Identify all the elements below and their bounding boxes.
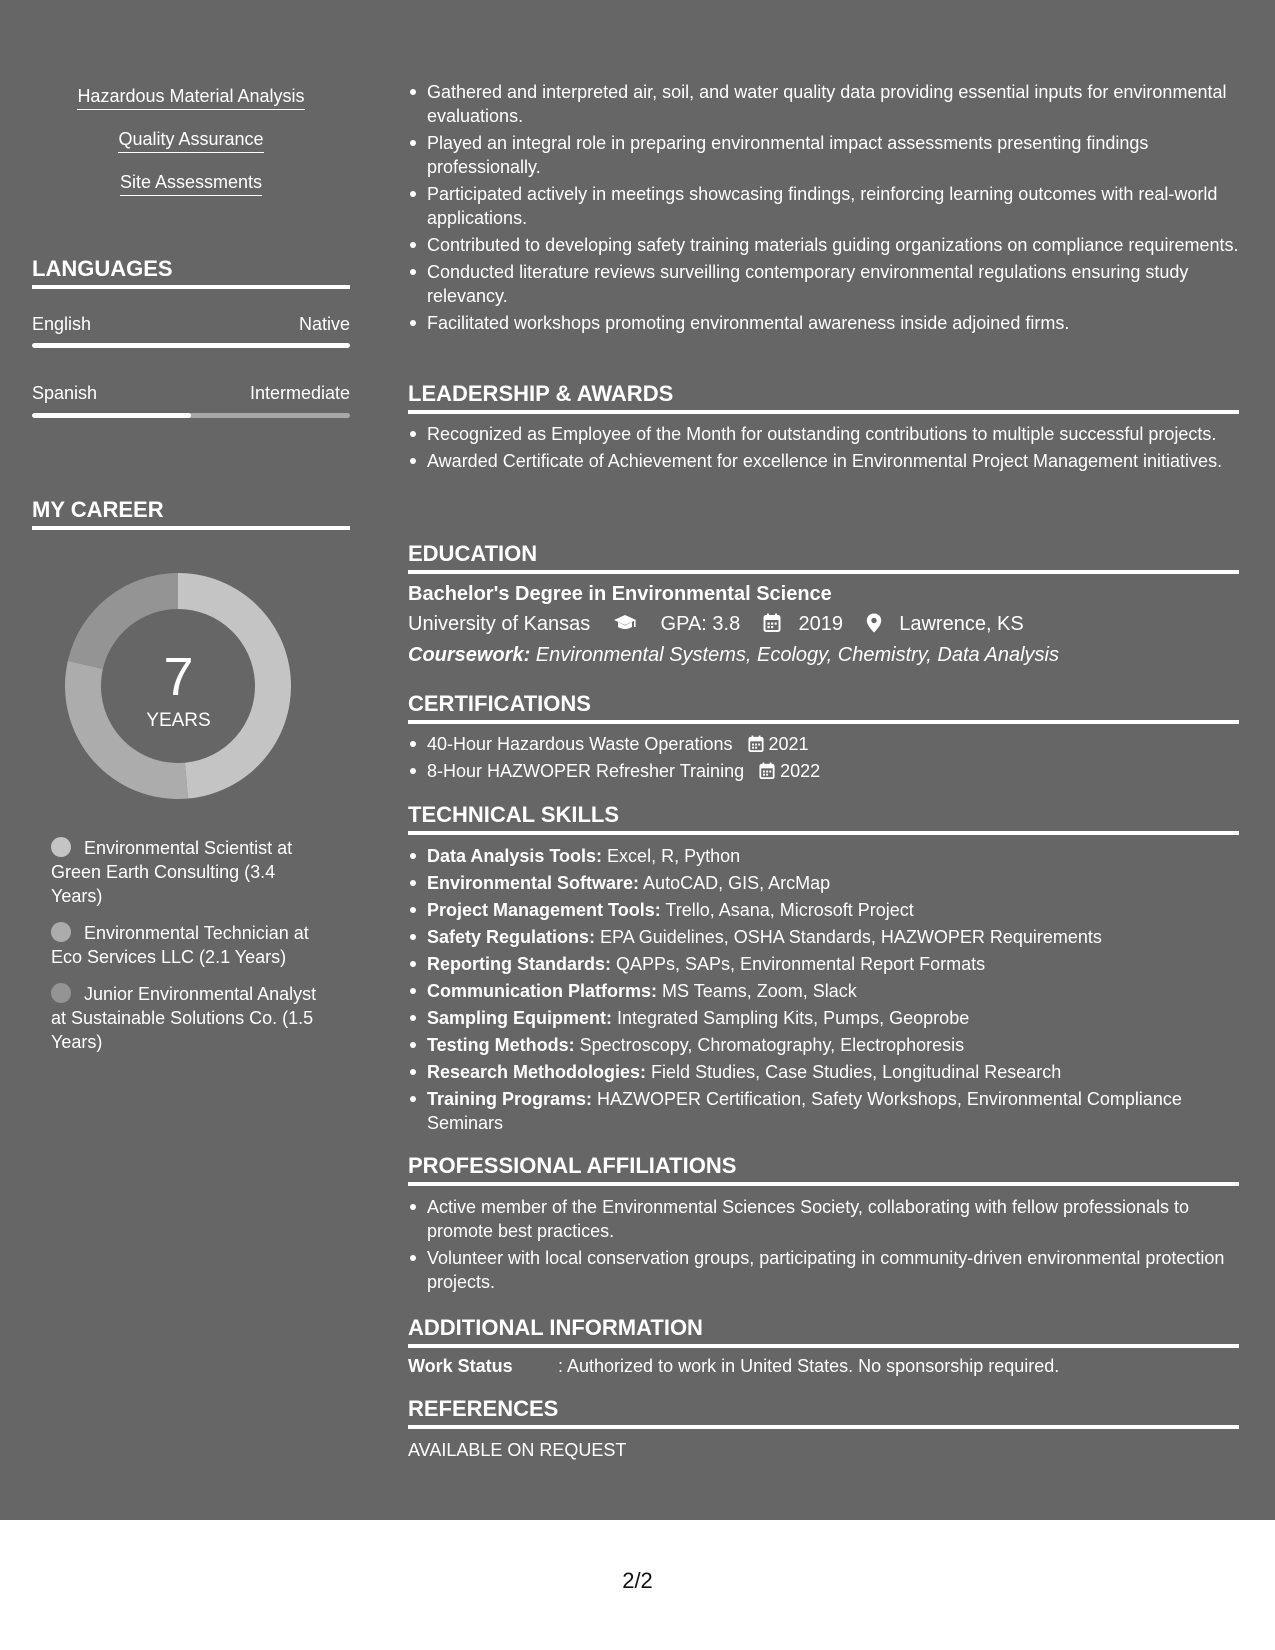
certification-item [427,732,1258,756]
certification-year: 2022 [780,761,821,781]
technical-skill-label: Research Methodologies: [427,1062,647,1082]
skill-list [32,84,350,213]
technical-skill-item [427,844,1258,868]
technical-skill-label: Sampling Equipment: [427,1008,613,1028]
certification-item [427,759,1258,783]
education-school: University of Kansas [408,613,591,635]
affiliation-item: Volunteer with local conservation groups, participating in community-driven environmental protection projects. [427,1246,1258,1294]
technical-skills-heading: TECHNICAL SKILLS [408,802,1239,835]
education-year: 2019 [798,613,843,635]
experience-bullet: Contributed to developing safety training materials guiding organizations on compliance requirements. [427,233,1258,257]
skill-item: Site Assessments [120,170,262,196]
education-details [408,613,1024,636]
technical-skill-value: Excel, R, Python [602,846,741,866]
career-dot-icon [51,837,71,857]
technical-skill-item [427,1006,1258,1030]
career-item-text: Junior Environmental Analyst at Sustainable Solutions Co. (1.5 Years) [51,984,317,1052]
career-item [51,921,331,969]
affiliations-list [408,1195,1258,1297]
technical-skill-value: QAPPs, SAPs, Environmental Report Formats [611,954,986,974]
technical-skill-item [427,871,1258,895]
coursework-label: Coursework: [408,644,531,666]
work-status-label: Work Status [408,1356,513,1376]
education-degree: Bachelor's Degree in Environmental Science [408,583,832,605]
technical-skill-label: Training Programs: [427,1089,593,1109]
technical-skill-item [427,1060,1258,1084]
language-bar-fill [32,413,191,418]
calendar-icon [759,762,775,780]
experience-bullet: Played an integral role in preparing environmental impact assessments presenting findings professionally. [427,131,1258,179]
page-number: 2/2 [622,1568,653,1593]
technical-skill-label: Data Analysis Tools: [427,846,603,866]
language-bar [32,413,350,418]
technical-skill-value: HAZWOPER Certification, Safety Workshops, Environmental Compliance Seminars [427,1089,1182,1133]
references-text: AVAILABLE ON REQUEST [408,1440,627,1460]
experience-bullet: Conducted literature reviews surveilling contemporary environmental regulations ensuring study relevancy. [427,260,1258,308]
career-list [51,836,331,1067]
technical-skill-value: AutoCAD, GIS, ArcMap [639,873,831,893]
language-bar [32,343,350,348]
references-heading: REFERENCES [408,1396,1239,1429]
leadership-item: Recognized as Employee of the Month for outstanding contributions to multiple successful projects. [427,422,1258,446]
certification-year: 2021 [768,734,809,754]
technical-skill-item [427,1087,1258,1135]
technical-skill-label: Safety Regulations: [427,927,596,947]
career-item [51,836,331,908]
education-coursework [408,644,1059,667]
affiliation-item: Active member of the Environmental Sciences Society, collaborating with fellow professionals to promote best practices. [427,1195,1258,1243]
career-dot-icon [51,922,71,942]
language-name: Spanish [32,383,98,403]
technical-skill-value: MS Teams, Zoom, Slack [657,981,857,1001]
education-heading: EDUCATION [408,541,1239,574]
technical-skill-label: Project Management Tools: [427,900,661,920]
experience-bullet: Gathered and interpreted air, soil, and water quality data providing essential inputs for environmental evaluations. [427,80,1258,128]
calendar-icon [748,735,764,753]
leadership-heading: LEADERSHIP & AWARDS [408,381,1239,414]
career-item [51,982,331,1054]
technical-skill-label: Communication Platforms: [427,981,658,1001]
affiliations-heading: PROFESSIONAL AFFILIATIONS [408,1153,1239,1186]
languages-heading: LANGUAGES [32,256,350,289]
location-pin-icon [866,613,882,633]
coursework-text: Environmental Systems, Ecology, Chemistry, Data Analysis [530,644,1059,666]
work-status-row [408,1356,1059,1377]
career-dot-icon [51,983,71,1003]
skill-item: Quality Assurance [118,127,263,153]
language-level: Intermediate [249,383,350,403]
technical-skill-item [427,898,1258,922]
technical-skill-label: Testing Methods: [427,1035,575,1055]
technical-skill-item [427,1033,1258,1057]
career-item-text: Environmental Technician at Eco Services LLC (2.1 Years) [51,923,309,967]
certifications-list [408,732,1258,786]
certifications-heading: CERTIFICATIONS [408,691,1239,724]
education-gpa: GPA: 3.8 [660,613,741,635]
leadership-list [408,422,1258,476]
work-status-value: : Authorized to work in United States. No sponsorship required. [558,1356,1060,1376]
certification-name: 8-Hour HAZWOPER Refresher Training [427,761,745,781]
experience-bullet: Participated actively in meetings showcasing findings, reinforcing learning outcomes with real-world applications. [427,182,1258,230]
skill-item: Hazardous Material Analysis [77,84,304,110]
leadership-item: Awarded Certificate of Achievement for excellence in Environmental Project Management initiatives. [427,449,1258,473]
technical-skill-item [427,979,1258,1003]
language-name: English [32,314,92,334]
graduation-cap-icon [613,613,637,633]
technical-skill-item [427,925,1258,949]
career-years-number: 7 [163,647,194,707]
certification-name: 40-Hour Hazardous Waste Operations [427,734,733,754]
technical-skill-value: Spectroscopy, Chromatography, Electrophoresis [574,1035,965,1055]
technical-skill-value: EPA Guidelines, OSHA Standards, HAZWOPER Requirements [595,927,1102,947]
technical-skill-label: Reporting Standards: [427,954,612,974]
language-bar-fill [32,343,350,348]
calendar-icon [763,613,781,633]
career-heading: MY CAREER [32,497,350,530]
additional-info-heading: ADDITIONAL INFORMATION [408,1315,1239,1348]
technical-skill-value: Trello, Asana, Microsoft Project [660,900,914,920]
language-level: Native [298,314,350,334]
technical-skill-label: Environmental Software: [427,873,640,893]
technical-skill-value: Integrated Sampling Kits, Pumps, Geoprobe [612,1008,970,1028]
experience-bullet: Facilitated workshops promoting environmental awareness inside adjoined firms. [427,311,1258,335]
career-item-text: Environmental Scientist at Green Earth Consulting (3.4 Years) [51,838,293,906]
career-years-label: YEARS [146,710,211,731]
experience-bullets [408,80,1258,338]
technical-skill-value: Field Studies, Case Studies, Longitudinal Research [646,1062,1062,1082]
education-location: Lawrence, KS [899,613,1024,635]
technical-skills-list [408,844,1258,1138]
technical-skill-item [427,952,1258,976]
